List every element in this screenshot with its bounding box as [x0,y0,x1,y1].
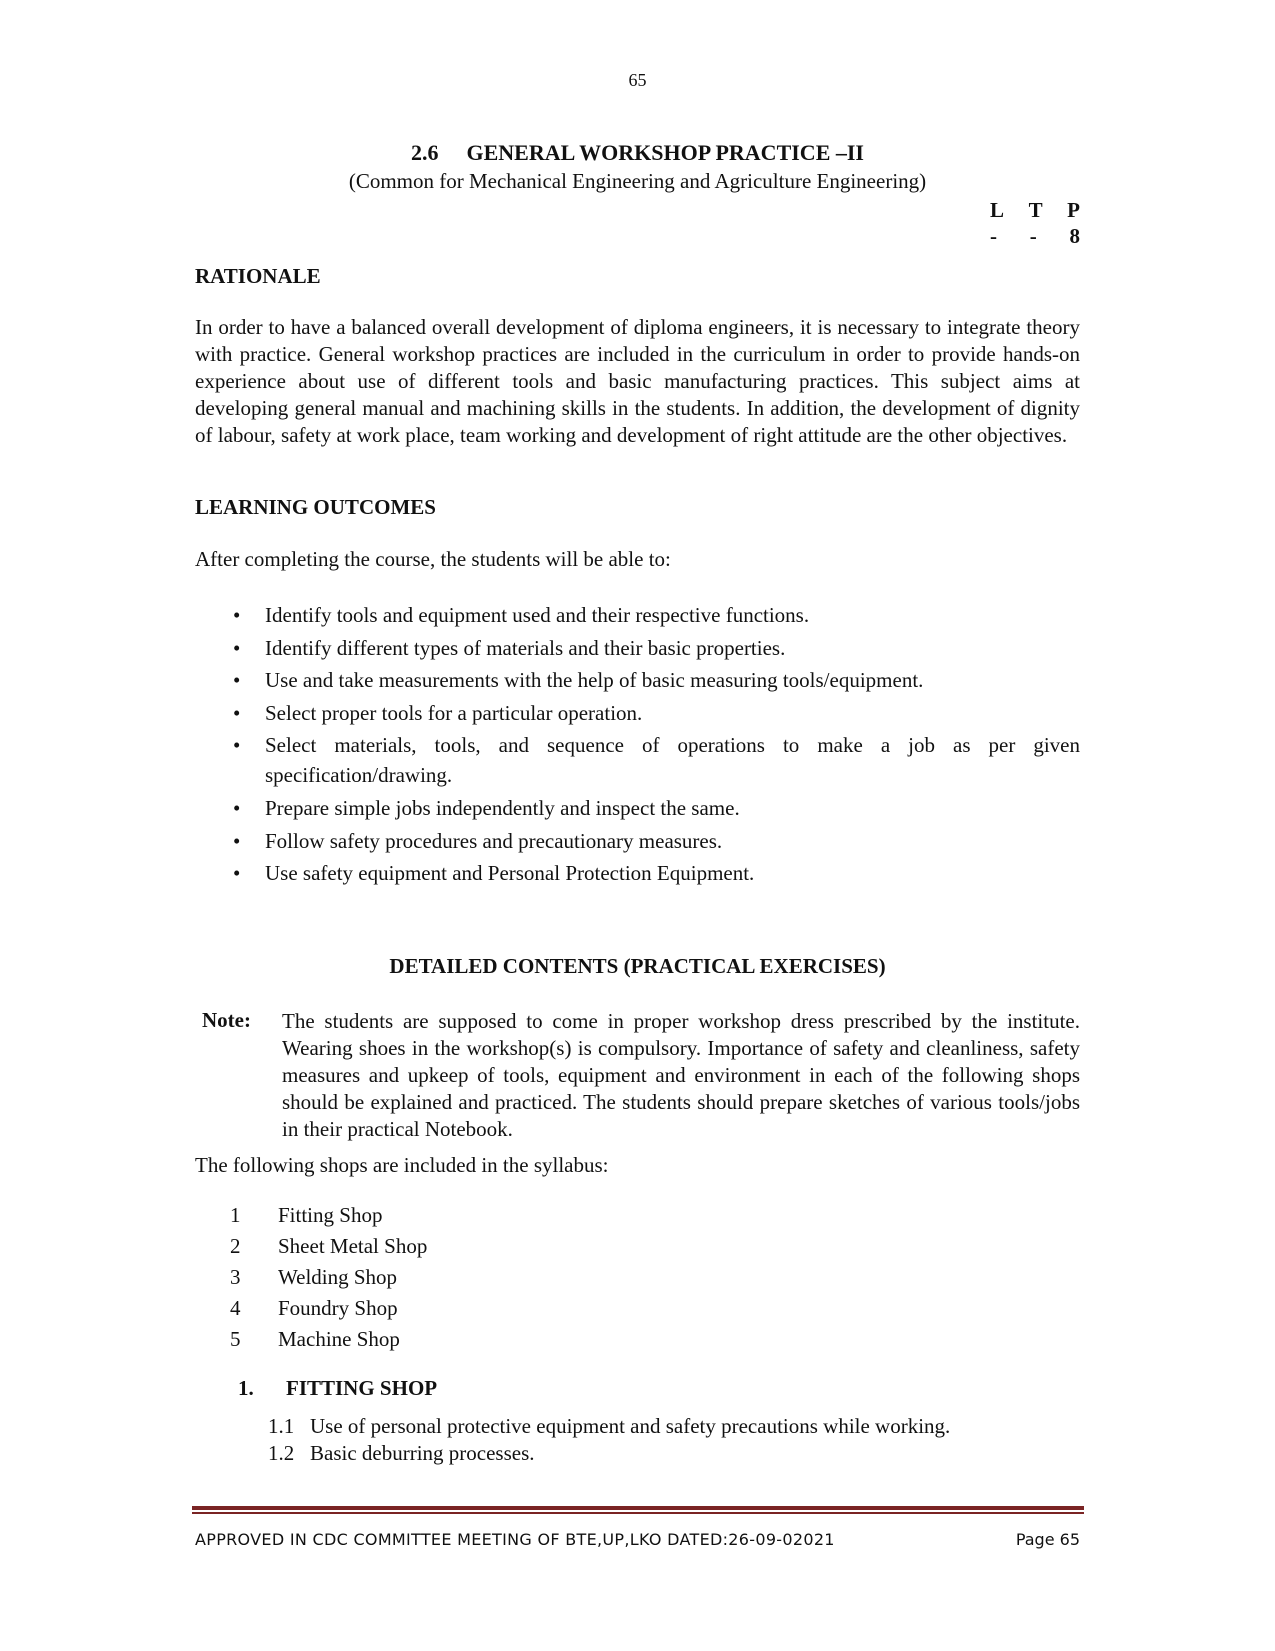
shop-name: Foundry Shop [278,1296,398,1320]
learning-outcomes-intro: After completing the course, the students will be able to: [195,547,671,571]
ltp-values [990,224,1080,249]
shop-number: 1 [230,1203,241,1227]
list-item [268,1440,950,1467]
item-number: 1.1 [268,1414,295,1438]
course-subtitle: (Common for Mechanical Engineering and Agriculture Engineering) [348,169,927,193]
detailed-contents-heading: DETAILED CONTENTS (PRACTICAL EXERCISES) [389,954,886,978]
section-number: 1. [238,1376,254,1400]
shop-number: 5 [230,1327,241,1351]
footer-rule-thick [192,1506,1084,1510]
footer-page-number: Page 65 [1015,1530,1080,1549]
footer-rule-thin [192,1512,1084,1514]
list-item: • Select proper tools for a particular operation. [195,698,1080,728]
list-item: • Use safety equipment and Personal Protection Equipment. [195,858,1080,888]
note-label: Note: [202,1008,251,1032]
ltp-header-t: T [1028,198,1043,222]
shop-number: 2 [230,1234,241,1258]
list-item [230,1293,427,1324]
list-item [268,1413,950,1440]
item-text: Use of personal protective equipment and safety precautions while working. [310,1414,951,1438]
note-text: The students are supposed to come in proper workshop dress prescribed by the institute. Wearing shoes in the workshop(s) is compulsory. Importance of safety and cleanliness, safety measures and upkeep of tools, equipment and environment in each of the following shops should be explained and practiced. The students should prepare sketches of various tools/jobs in their practical Notebook. [282,1009,1080,1141]
ltp-header-l: L [990,198,1005,222]
item-text: Basic deburring processes. [310,1441,535,1465]
ltp-value-t: - [1029,224,1037,248]
ltp-header-p: P [1067,198,1080,222]
section-heading-fitting-shop [238,1376,437,1401]
rationale-text: In order to have a balanced overall development of diploma engineers, it is necessary to integrate theory with practice. General workshop practices are included in the curriculum in order to provide hands-on experience about use of different tools and basic manufacturing practices. This subject aims at developing general manual and machining skills in the students. In addition, the development of dignity of labour, safety at work place, team working and development of right attitude are the other objectives. [195,315,1080,447]
list-item [230,1262,427,1293]
course-title-text: GENERAL WORKSHOP PRACTICE –II [466,140,864,165]
list-item [230,1200,427,1231]
fitting-shop-items [268,1413,950,1467]
section-title: FITTING SHOP [286,1376,438,1400]
list-item [230,1324,427,1355]
list-item: • Select materials, tools, and sequence of operations to make a job as per given specification/drawing. [195,730,1080,790]
shop-name: Sheet Metal Shop [278,1234,428,1258]
course-title [0,140,1275,166]
list-item: • Prepare simple jobs independently and inspect the same. [195,793,1080,823]
footer-approval-text: APPROVED IN CDC COMMITTEE MEETING OF BTE,UP,LKO DATED:26-09-02021 [195,1530,835,1549]
shop-name: Welding Shop [278,1265,398,1289]
rationale-heading: RATIONALE [195,264,321,288]
shops-intro: The following shops are included in the syllabus: [195,1153,609,1177]
shop-name: Machine Shop [278,1327,400,1351]
page-number-top: 65 [628,70,647,90]
list-item: • Identify tools and equipment used and their respective functions. [195,600,1080,630]
course-number: 2.6 [410,140,439,165]
list-item: • Identify different types of materials and their basic properties. [195,633,1080,663]
shop-number: 4 [230,1296,241,1320]
ltp-value-l: - [990,224,997,248]
learning-outcomes-heading: LEARNING OUTCOMES [195,495,436,519]
list-item: • Follow safety procedures and precautionary measures. [195,826,1080,856]
ltp-headers [990,198,1080,223]
item-number: 1.2 [268,1441,295,1465]
list-item [230,1231,427,1262]
shops-list [230,1200,427,1355]
list-item: • Use and take measurements with the help of basic measuring tools/equipment. [195,665,1080,695]
shop-name: Fitting Shop [278,1203,383,1227]
ltp-value-p: 8 [1069,224,1080,248]
learning-outcomes-list [195,600,1080,891]
shop-number: 3 [230,1265,241,1289]
